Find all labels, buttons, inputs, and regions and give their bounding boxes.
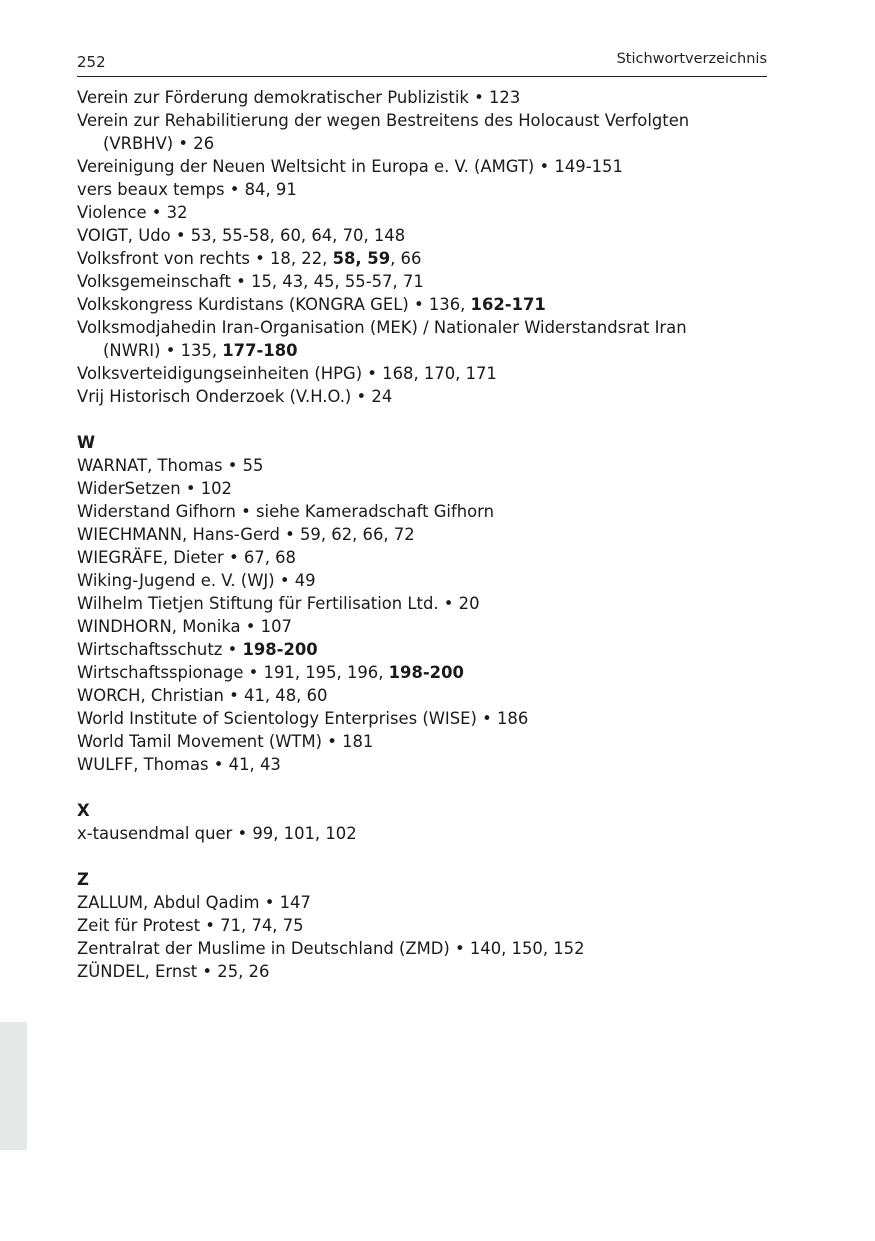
bold-pages: 177-180 [222, 341, 298, 360]
section-gap [77, 845, 777, 868]
thumb-tab-marker [0, 1022, 27, 1150]
index-entry: Volksverteidigungseinheiten (HPG) • 168, 170, 171 [77, 364, 497, 383]
index-entry: WINDHORN, Monika • 107 [77, 617, 292, 636]
index-entry: WIEGRÄFE, Dieter • 67, 68 [77, 548, 296, 567]
index-entry: VOIGT, Udo • 53, 55-58, 60, 64, 70, 148 [77, 226, 406, 245]
index-entry: WARNAT, Thomas • 55 [77, 456, 264, 475]
entry-text: Wirtschaftsspionage • 191, 195, 196, [77, 663, 389, 682]
bold-pages: 198-200 [242, 640, 318, 659]
entry-text: (NWRI) • 135, [103, 341, 223, 360]
index-entry: Vereinigung der Neuen Weltsicht in Europa e. V. (AMGT) • 149-151 [77, 157, 623, 176]
index-entry: ZÜNDEL, Ernst • 25, 26 [77, 962, 270, 981]
entry-text: , 66 [390, 249, 422, 268]
entry-text: Volksfront von rechts • 18, 22, [77, 249, 333, 268]
index-entry: Wilhelm Tietjen Stiftung für Fertilisation Ltd. • 20 [77, 594, 480, 613]
section-letter-z: Z [77, 870, 89, 889]
entry-text: Wirtschaftsschutz • [77, 640, 243, 659]
index-entry: World Institute of Scientology Enterprises (WISE) • 186 [77, 709, 529, 728]
index-entry: Zentralrat der Muslime in Deutschland (ZMD) • 140, 150, 152 [77, 939, 585, 958]
index-entry: World Tamil Movement (WTM) • 181 [77, 732, 374, 751]
section-gap [77, 408, 777, 431]
index-entry: Wiking-Jugend e. V. (WJ) • 49 [77, 571, 316, 590]
index-list [77, 86, 777, 983]
running-title: Stichwortverzeichnis [616, 51, 767, 67]
index-entry: Zeit für Protest • 71, 74, 75 [77, 916, 304, 935]
index-entry: Verein zur Rehabilitierung der wegen Bestreitens des Holocaust Verfolgten [77, 111, 690, 130]
entry-text: Volkskongress Kurdistans (KONGRA GEL) • 136, [77, 295, 471, 314]
index-entry: Volksmodjahedin Iran-Organisation (MEK) / Nationaler Widerstandsrat Iran [77, 318, 687, 337]
index-entry: ZALLUM, Abdul Qadim • 147 [77, 893, 311, 912]
index-entry-continuation: (VRBHV) • 26 [103, 134, 215, 153]
index-entry: vers beaux temps • 84, 91 [77, 180, 297, 199]
index-entry-continuation [77, 339, 777, 362]
index-entry: x-tausendmal quer • 99, 101, 102 [77, 824, 357, 843]
index-entry [77, 638, 777, 661]
index-entry: WULFF, Thomas • 41, 43 [77, 755, 281, 774]
index-entry: Volksgemeinschaft • 15, 43, 45, 55-57, 71 [77, 272, 424, 291]
page-number: 252 [77, 53, 106, 71]
index-entry [77, 247, 777, 270]
index-entry [77, 661, 777, 684]
index-entry: Verein zur Förderung demokratischer Publizistik • 123 [77, 88, 521, 107]
bold-pages: 198-200 [388, 663, 464, 682]
section-letter-w: W [77, 433, 96, 452]
index-entry: WIECHMANN, Hans-Gerd • 59, 62, 66, 72 [77, 525, 415, 544]
section-gap [77, 776, 777, 799]
section-letter-x: X [77, 801, 90, 820]
index-entry: Widerstand Gifhorn • siehe Kameradschaft Gifhorn [77, 502, 494, 521]
index-entry: Vrij Historisch Onderzoek (V.H.O.) • 24 [77, 387, 393, 406]
bold-pages: 162-171 [470, 295, 546, 314]
bold-pages: 58, 59 [332, 249, 391, 268]
running-header [77, 50, 767, 77]
index-entry [77, 293, 777, 316]
index-entry: Violence • 32 [77, 203, 188, 222]
index-entry: WiderSetzen • 102 [77, 479, 232, 498]
index-entry: WORCH, Christian • 41, 48, 60 [77, 686, 328, 705]
